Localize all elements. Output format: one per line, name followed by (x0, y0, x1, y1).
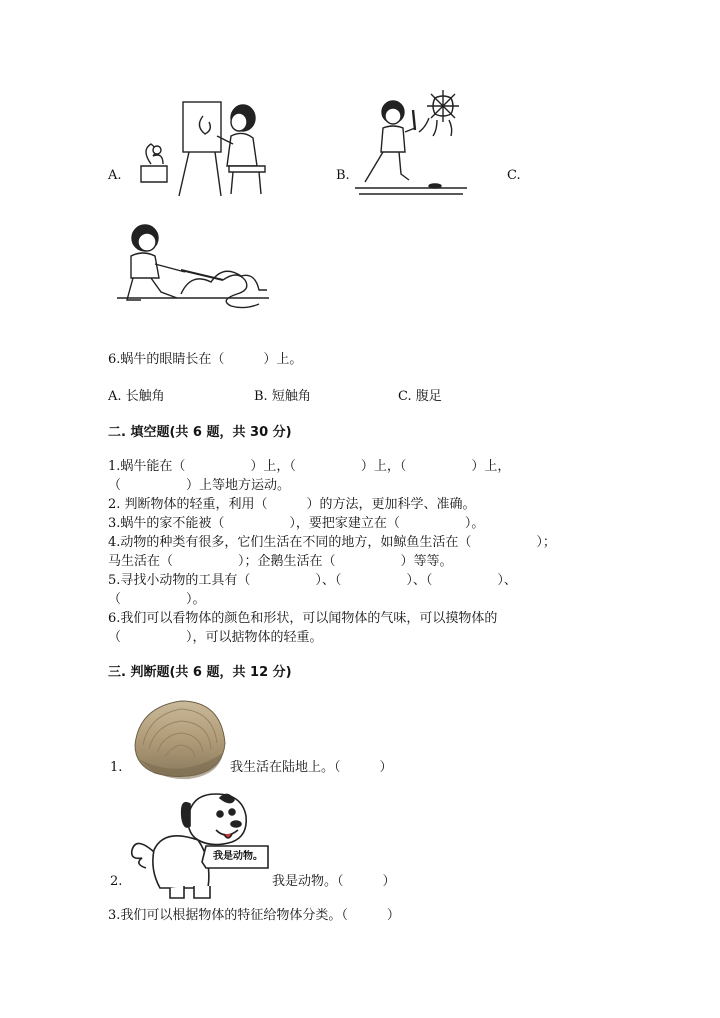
q6-option-a: A. 长触角 (108, 389, 165, 404)
section2-title: 二. 填空题(共 6 题，共 30 分) (108, 425, 292, 440)
judge-q1-text: 我生活在陆地上。（ ） (230, 760, 393, 775)
q6-option-b: B. 短触角 (254, 389, 311, 404)
section3-title: 三. 判断题(共 6 题，共 12 分) (108, 665, 292, 680)
fill-line-8: （ ）。 (108, 592, 206, 607)
fill-line-10: （ ），可以掂物体的轻重。 (108, 630, 323, 645)
fill-line-7: 5.寻找小动物的工具有（ ）、（ ）、（ ）、 (108, 573, 517, 588)
boy-with-net-illustration (353, 88, 471, 196)
fill-line-6: 马生活在（ ）；企鹅生活在（ ）等等。 (108, 554, 453, 569)
judge-q2-text: 我是动物。（ ） (272, 874, 396, 889)
fill-line-9: 6.我们可以看物体的颜色和形状，可以闻物体的气味，可以摸物体的 (108, 611, 498, 626)
option-c-label: C. (507, 168, 521, 183)
judge-q1-number: 1. (110, 760, 123, 775)
option-a-label: A. (108, 168, 122, 183)
fill-line-5: 4.动物的种类有很多，它们生活在不同的地方，如鲸鱼生活在（ ）； (108, 535, 556, 550)
option-b-label: B. (336, 168, 350, 183)
judge-q2-number: 2. (110, 874, 123, 889)
q6-question: 6.蜗牛的眼睛长在（ ）上。 (108, 352, 303, 367)
judge-q3-text: 3.我们可以根据物体的特征给物体分类。（ ） (108, 908, 400, 923)
dog-illustration (124, 790, 280, 902)
dog-speech-bubble-text: 我是动物。 (213, 851, 263, 862)
fill-line-3: 2. 判断物体的轻重，利用（ ）的方法，更加科学、准确。 (108, 497, 476, 512)
q6-option-c: C. 腹足 (398, 389, 442, 404)
clam-shell-image (129, 697, 229, 789)
fill-line-4: 3.蜗牛的家不能被（ ），要把家建立在（ ）。 (108, 516, 485, 531)
fill-line-1: 1.蜗牛能在（ ）上，（ ）上，（ ）上， (108, 459, 511, 474)
fill-line-2: （ ）上等地方运动。 (108, 478, 291, 493)
boy-with-snake-illustration (111, 220, 271, 314)
girl-drawing-illustration (133, 96, 273, 200)
